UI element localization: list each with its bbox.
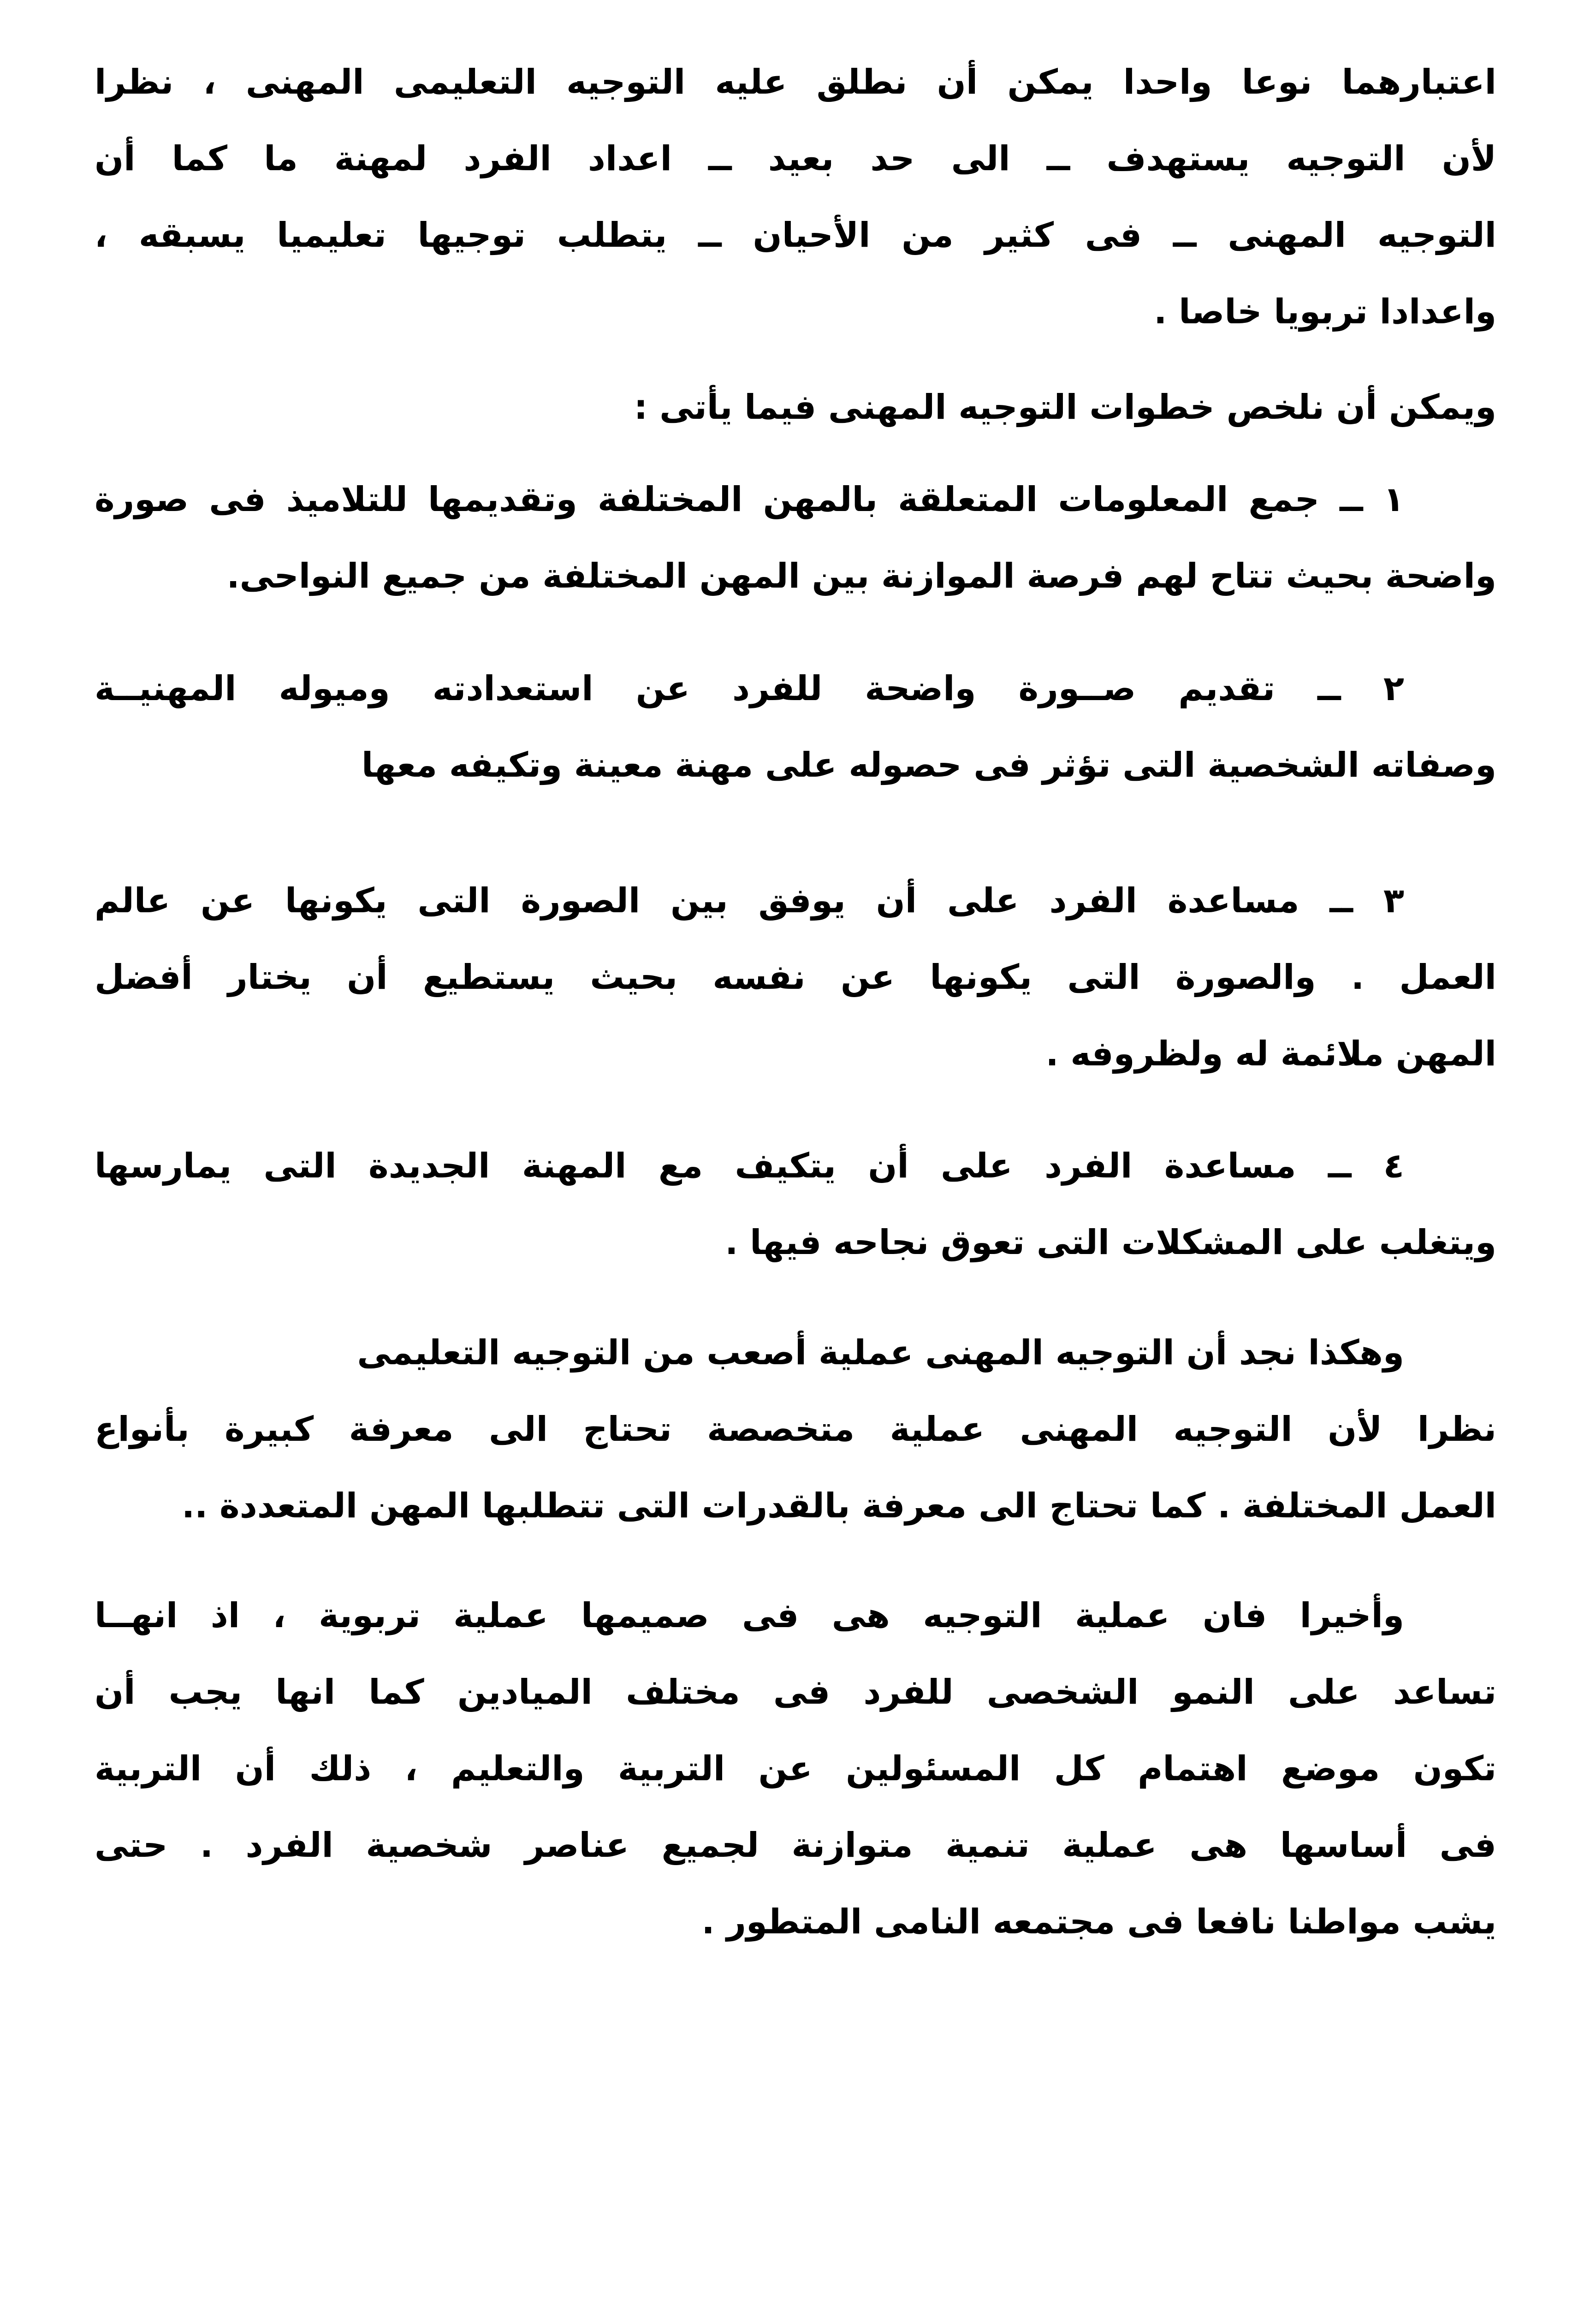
paragraph-step-2 xyxy=(95,650,1496,803)
text-line: ١ ــ جمع المعلومات المتعلقة بالمهن المختلفة وتقديمها للتلاميذ فى صورة xyxy=(95,480,1404,519)
paragraph-step-4 xyxy=(95,1128,1496,1281)
paragraph-conclusion xyxy=(95,1577,1496,1960)
text-line: المهن ملائمة له ولظروفه . xyxy=(1045,1034,1496,1074)
text-line: ٤ ــ مساعدة الفرد على أن يتكيف مع المهنة الجديدة التى يمارسها xyxy=(95,1146,1404,1186)
text-line: لأن التوجيه يستهدف ــ الى حد بعيد ــ اعداد الفرد لمهنة ما كما أن xyxy=(95,139,1496,178)
text-line: تساعد على النمو الشخصى للفرد فى مختلف الميادين كما انها يجب أن xyxy=(95,1672,1496,1712)
text-line: يشب مواطنا نافعا فى مجتمعه النامى المتطور . xyxy=(701,1902,1496,1942)
text-line: تكون موضع اهتمام كل المسئولين عن التربية والتعليم ، ذلك أن التربية xyxy=(95,1749,1496,1789)
paragraph-steps-heading xyxy=(95,369,1589,446)
text-line: ويمكن أن نلخص خطوات التوجيه المهنى فيما يأتى : xyxy=(634,387,1496,427)
text-line: واعدادا تربويا خاصا . xyxy=(1154,292,1496,332)
text-line: واضحة بحيث تتاح لهم فرصة الموازنة بين المهن المختلفة من جميع النواحى. xyxy=(226,556,1496,596)
text-line: ويتغلب على المشكلات التى تعوق نجاحه فيها . xyxy=(725,1223,1496,1262)
paragraph-comparison xyxy=(95,1314,1496,1544)
text-line: نظرا لأن التوجيه المهنى عملية متخصصة تحتاج الى معرفة كبيرة بأنواع xyxy=(95,1409,1496,1449)
text-line: اعتبارهما نوعا واحدا يمكن أن نطلق عليه التوجيه التعليمى المهنى ، نظرا xyxy=(95,62,1496,102)
text-line: وهكذا نجد أن التوجيه المهنى عملية أصعب من التوجيه التعليمى xyxy=(357,1333,1404,1373)
text-line: فى أساسها هى عملية تنمية متوازنة لجميع عناصر شخصية الفرد . حتى xyxy=(95,1825,1496,1865)
text-line: العمل . والصورة التى يكونها عن نفسه بحيث يستطيع أن يختار أفضل xyxy=(95,957,1496,997)
text-line: وأخيرا فان عملية التوجيه هى فى صميمها عملية تربوية ، اذ انهــا xyxy=(95,1596,1404,1635)
text-line: التوجيه المهنى ــ فى كثير من الأحيان ــ يتطلب توجيها تعليميا يسبقه ، xyxy=(95,215,1496,255)
text-line: ٢ ــ تقديم صــورة واضحة للفرد عن استعدادته وميوله المهنيــة xyxy=(95,669,1404,708)
text-line: العمل المختلفة . كما تحتاج الى معرفة بالقدرات التى تتطلبها المهن المتعددة .. xyxy=(182,1486,1496,1526)
paragraph-step-3 xyxy=(95,862,1496,1092)
text-line: وصفاته الشخصية التى تؤثر فى حصوله على مهنة معينة وتكيفه معها xyxy=(361,745,1496,785)
text-line: ٣ ــ مساعدة الفرد على أن يوفق بين الصورة التى يكونها عن عالم xyxy=(95,881,1404,921)
paragraph-step-1 xyxy=(95,461,1496,614)
paragraph-intro xyxy=(95,44,1496,350)
